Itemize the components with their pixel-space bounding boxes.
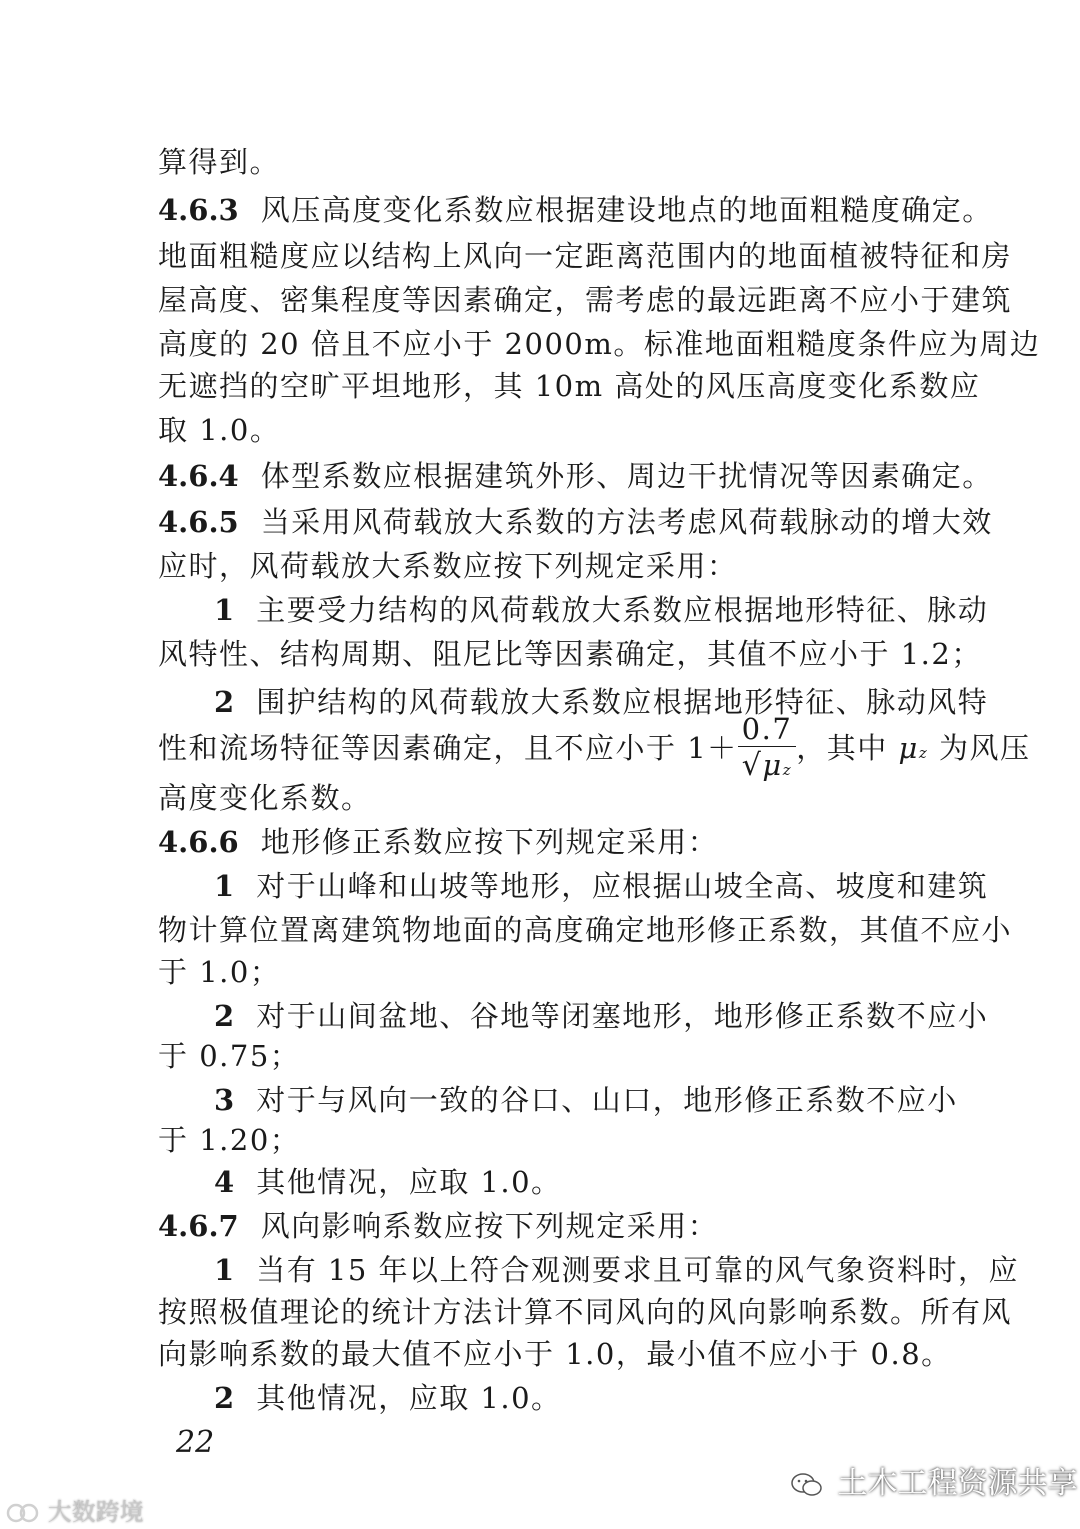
text-line: 向影响系数的最大值不应小于 1.0，最小值不应小于 0.8。: [158, 1337, 952, 1371]
item-2: 2 其他情况，应取 1.0。: [214, 1381, 562, 1415]
text-line: 算得到。: [158, 145, 281, 179]
formula-line: 性和流场特征等因素确定，且不应小于 1＋ $\frac{0.7}{√\mu z}$ ，其中 μz 为风压: [158, 712, 948, 772]
item-number: 2: [214, 1381, 235, 1415]
text-line: 物计算位置离建筑物地面的高度确定地形修正系数，其值不应小: [158, 913, 1013, 947]
item-number: 1: [214, 869, 235, 903]
text-line: 屋高度、密集程度等因素确定，需考虑的最远距离不应小于建筑: [158, 283, 1013, 317]
clause-number: 4.6.3: [158, 193, 239, 227]
text-line: 按照极值理论的统计方法计算不同风向的风向影响系数。所有风: [158, 1295, 1013, 1329]
page-number: 22: [176, 1425, 215, 1460]
item-number: 1: [214, 1253, 235, 1287]
clause-4-6-4: 4.6.4 体型系数应根据建筑外形、周边干扰情况等因素确定。: [158, 459, 993, 493]
item-2: 2 对于山间盆地、谷地等闭塞地形，地形修正系数不应小: [214, 999, 989, 1033]
text-line: 高度变化系数。: [158, 781, 372, 815]
item-number: 4: [214, 1165, 235, 1199]
text-line: 高度的 20 倍且不应小于 2000m。标准地面粗糙度条件应为周边: [158, 327, 1041, 361]
item-2: 2 围护结构的风荷载放大系数应根据地形特征、脉动风特: [214, 685, 989, 719]
item-4: 4 其他情况，应取 1.0。: [214, 1165, 562, 1199]
clause-4-6-7: 4.6.7 风向影响系数应按下列规定采用：: [158, 1209, 719, 1243]
clause-number: 4.6.5: [158, 505, 239, 539]
fraction: $\frac{0.7}{√\mu z}$: [738, 712, 797, 788]
brand-logo-icon: [6, 1500, 40, 1526]
item-1: 1 对于山峰和山坡等地形，应根据山坡全高、坡度和建筑: [214, 869, 989, 903]
text-line: 于 1.0；: [158, 955, 281, 989]
text-line: 风特性、结构周期、阻尼比等因素确定，其值不应小于 1.2；: [158, 637, 982, 671]
wechat-icon: [790, 1471, 824, 1499]
clause-4-6-6: 4.6.6 地形修正系数应按下列规定采用：: [158, 825, 719, 859]
clause-number: 4.6.6: [158, 825, 239, 859]
item-number: 1: [214, 593, 235, 627]
text-line: 于 1.20；: [158, 1123, 301, 1157]
item-number: 2: [214, 685, 235, 719]
item-number: 2: [214, 999, 235, 1033]
text-line: 取 1.0。: [158, 413, 281, 447]
item-3: 3 对于与风向一致的谷口、山口，地形修正系数不应小: [214, 1083, 958, 1117]
item-1: 1 主要受力结构的风荷载放大系数应根据地形特征、脉动: [214, 593, 989, 627]
watermark-left: 大数跨境: [6, 1492, 144, 1527]
watermark-right: 土木工程资源共享: [790, 1458, 1078, 1502]
item-number: 3: [214, 1083, 235, 1117]
text-line: 无遮挡的空旷平坦地形，其 10m 高处的风压高度变化系数应: [158, 369, 981, 403]
clause-number: 4.6.4: [158, 459, 239, 493]
text-line: 应时，风荷载放大系数应按下列规定采用：: [158, 549, 738, 583]
clause-4-6-3: 4.6.3 风压高度变化系数应根据建设地点的地面粗糙度确定。: [158, 193, 993, 227]
clause-number: 4.6.7: [158, 1209, 239, 1243]
clause-4-6-5: 4.6.5 当采用风荷载放大系数的方法考虑风荷载脉动的增大效: [158, 505, 993, 539]
text-line: 地面粗糙度应以结构上风向一定距离范围内的地面植被特征和房: [158, 239, 1013, 273]
text-line: 于 0.75；: [158, 1039, 301, 1073]
item-1: 1 当有 15 年以上符合观测要求且可靠的风气象资料时，应: [214, 1253, 1020, 1287]
